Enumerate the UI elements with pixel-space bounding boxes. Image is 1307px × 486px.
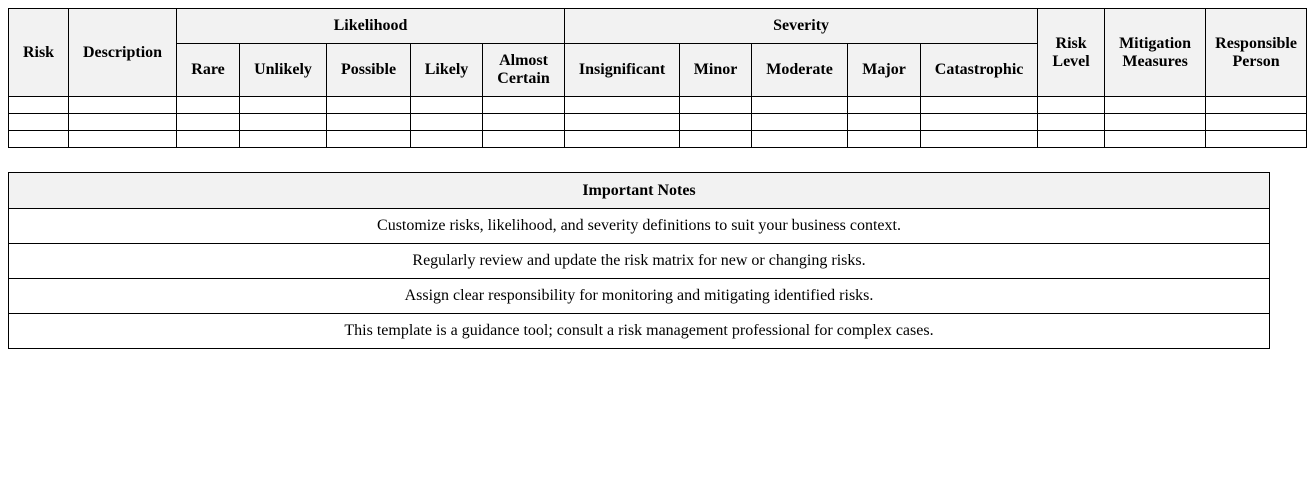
table-cell[interactable]: [327, 131, 411, 148]
list-item: [9, 279, 1270, 314]
table-row: [9, 131, 1307, 148]
table-cell[interactable]: [327, 114, 411, 131]
note-text: Assign clear responsibility for monitoring and mitigating identified risks.: [9, 279, 1270, 314]
table-cell[interactable]: [565, 97, 680, 114]
header-risk: Risk: [9, 9, 69, 97]
severity-moderate: Moderate: [752, 44, 848, 97]
table-cell[interactable]: [411, 131, 483, 148]
table-cell[interactable]: [69, 131, 177, 148]
table-cell[interactable]: [848, 114, 921, 131]
list-item: [9, 314, 1270, 349]
table-cell[interactable]: [921, 114, 1038, 131]
table-cell[interactable]: [752, 97, 848, 114]
table-cell[interactable]: [1206, 97, 1307, 114]
likelihood-unlikely: Unlikely: [240, 44, 327, 97]
severity-catastrophic: Catastrophic: [921, 44, 1038, 97]
table-cell[interactable]: [680, 131, 752, 148]
table-cell[interactable]: [921, 131, 1038, 148]
likelihood-almost-certain: Almost Certain: [483, 44, 565, 97]
table-cell[interactable]: [327, 97, 411, 114]
table-cell[interactable]: [483, 114, 565, 131]
table-row: [9, 114, 1307, 131]
table-cell[interactable]: [565, 131, 680, 148]
table-cell[interactable]: [752, 131, 848, 148]
table-cell[interactable]: [240, 114, 327, 131]
table-cell[interactable]: [1038, 131, 1105, 148]
header-likelihood: Likelihood: [177, 9, 565, 44]
table-cell[interactable]: [848, 131, 921, 148]
table-cell[interactable]: [565, 114, 680, 131]
table-cell[interactable]: [9, 114, 69, 131]
table-cell[interactable]: [848, 97, 921, 114]
header-responsible-person: Responsible Person: [1206, 9, 1307, 97]
table-cell[interactable]: [1105, 114, 1206, 131]
risk-matrix-table: [8, 8, 1307, 148]
table-cell[interactable]: [9, 131, 69, 148]
table-cell[interactable]: [483, 97, 565, 114]
header-row-1: [9, 9, 1307, 44]
table-cell[interactable]: [177, 131, 240, 148]
notes-title: Important Notes: [9, 173, 1270, 209]
note-text: This template is a guidance tool; consult a risk management professional for complex cases.: [9, 314, 1270, 349]
severity-minor: Minor: [680, 44, 752, 97]
severity-insignificant: Insignificant: [565, 44, 680, 97]
table-cell[interactable]: [1105, 131, 1206, 148]
table-cell[interactable]: [240, 131, 327, 148]
likelihood-likely: Likely: [411, 44, 483, 97]
note-text: Customize risks, likelihood, and severity definitions to suit your business context.: [9, 209, 1270, 244]
table-cell[interactable]: [1038, 97, 1105, 114]
table-cell[interactable]: [1206, 131, 1307, 148]
header-description: Description: [69, 9, 177, 97]
list-item: [9, 244, 1270, 279]
table-cell[interactable]: [1105, 97, 1206, 114]
table-cell[interactable]: [69, 97, 177, 114]
table-cell[interactable]: [9, 97, 69, 114]
table-cell[interactable]: [177, 114, 240, 131]
table-cell[interactable]: [921, 97, 1038, 114]
list-item: [9, 209, 1270, 244]
table-cell[interactable]: [240, 97, 327, 114]
header-mitigation-measures: Mitigation Measures: [1105, 9, 1206, 97]
table-cell[interactable]: [680, 114, 752, 131]
table-cell[interactable]: [411, 114, 483, 131]
note-text: Regularly review and update the risk matrix for new or changing risks.: [9, 244, 1270, 279]
table-cell[interactable]: [680, 97, 752, 114]
table-cell[interactable]: [411, 97, 483, 114]
table-cell[interactable]: [483, 131, 565, 148]
severity-major: Major: [848, 44, 921, 97]
header-risk-level: Risk Level: [1038, 9, 1105, 97]
important-notes-table: [8, 172, 1270, 349]
table-cell[interactable]: [752, 114, 848, 131]
table-row: [9, 97, 1307, 114]
notes-header-row: [9, 173, 1270, 209]
table-cell[interactable]: [1206, 114, 1307, 131]
table-cell[interactable]: [177, 97, 240, 114]
table-cell[interactable]: [69, 114, 177, 131]
likelihood-rare: Rare: [177, 44, 240, 97]
header-severity: Severity: [565, 9, 1038, 44]
table-cell[interactable]: [1038, 114, 1105, 131]
likelihood-possible: Possible: [327, 44, 411, 97]
